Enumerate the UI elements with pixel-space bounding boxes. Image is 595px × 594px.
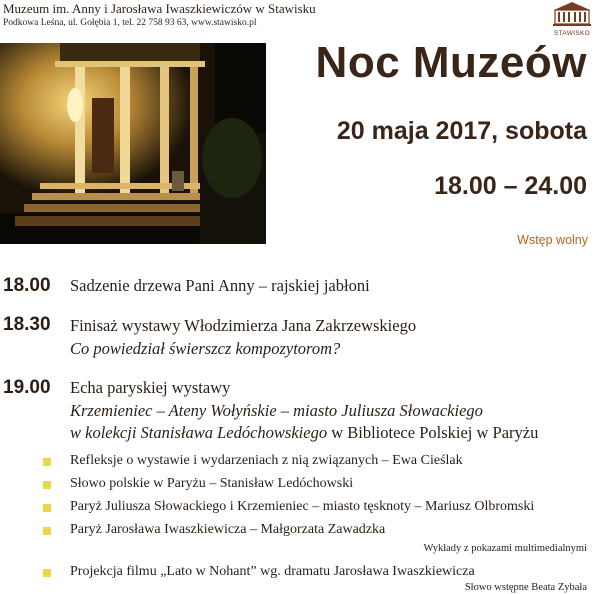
- bullet-marker: [43, 527, 51, 535]
- bullet-marker: [43, 481, 51, 489]
- manor-night-photo: [0, 43, 266, 244]
- list-item: Słowo polskie w Paryżu – Stanisław Ledóchowski: [70, 476, 354, 491]
- organization-address: Podkowa Leśna, ul. Gołębia 1, tel. 22 758 93 63, www.stawisko.pl: [3, 18, 257, 28]
- film-note: Słowo wstępne Beata Zybała: [464, 582, 587, 593]
- program-time: 19.00: [3, 377, 51, 398]
- bullet-marker: [43, 569, 51, 577]
- program-subtitle: Co powiedział świerszcz kompozytorom?: [70, 339, 341, 358]
- bullet-marker: [43, 458, 51, 466]
- lectures-note: Wykłady z pokazami multimedialnymi: [423, 543, 587, 554]
- program-time: 18.00: [3, 275, 51, 296]
- list-item: Paryż Jarosława Iwaszkiewicza – Małgorzata Zawadzka: [70, 522, 386, 537]
- event-title: Noc Muzeów: [315, 38, 587, 87]
- program-subtitle-line: [70, 423, 538, 443]
- exhibition-collection: w kolekcji Stanisława Ledóchowskiego: [70, 423, 328, 442]
- event-date: 20 maja 2017, sobota: [336, 117, 587, 145]
- event-hours: 18.00 – 24.00: [434, 172, 587, 200]
- manor-house-icon: [551, 1, 593, 27]
- program-subtitle: Krzemieniec – Ateny Wołyńskie – miasto Juliusza Słowackiego: [70, 401, 483, 420]
- entry-info: Wstęp wolny: [517, 233, 588, 247]
- organization-name: Muzeum im. Anny i Jarosława Iwaszkiewiczów w Stawisku: [3, 1, 316, 16]
- list-item: Paryż Juliusza Słowackiego i Krzemieniec – miasto tęsknoty – Mariusz Olbromski: [70, 499, 535, 514]
- bullet-marker: [43, 504, 51, 512]
- list-item: Refleksje o wystawie i wydarzeniach z nią związanych – Ewa Cieślak: [70, 453, 463, 468]
- logo-label: STAWISKO: [554, 30, 590, 37]
- program-line: Finisaż wystawy Włodzimierza Jana Zakrzewskiego: [70, 316, 417, 335]
- exhibition-venue: w Bibliotece Polskiej w Paryżu: [327, 423, 539, 442]
- program-time: 18.30: [3, 314, 51, 335]
- program-line: Echa paryskiej wystawy: [70, 378, 231, 397]
- program-line: Sadzenie drzewa Pani Anny – rajskiej jabłoni: [70, 276, 370, 295]
- film-screening: Projekcja filmu „Lato w Nohant” wg. dramatu Jarosława Iwaszkiewicza: [70, 564, 475, 579]
- stawisko-logo: [551, 1, 593, 35]
